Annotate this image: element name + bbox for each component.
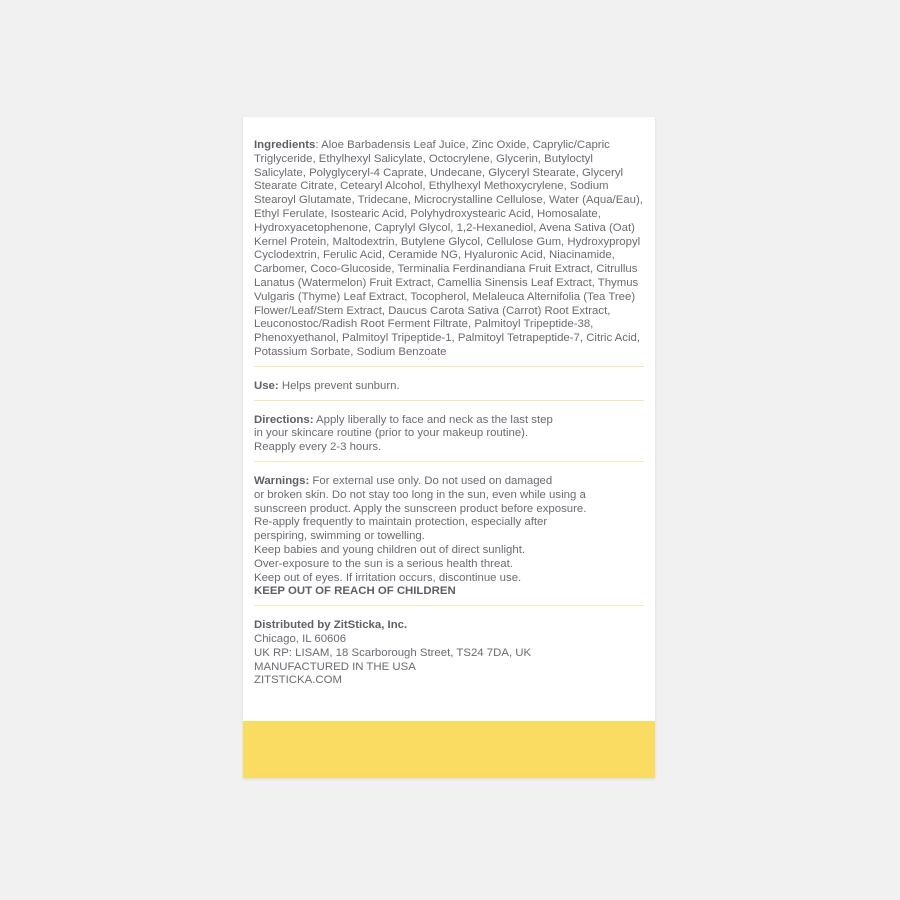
distributor-label: Distributed by ZitSticka, Inc. xyxy=(254,619,408,632)
ingredients-section xyxy=(254,139,644,360)
directions-paragraph xyxy=(254,414,644,455)
yellow-band xyxy=(243,721,655,778)
ingredients-text: : Aloe Barbadensis Leaf Juice, Zinc Oxide, Caprylic/Capric Triglyceride, Ethylhexyl Salicylate, Octocrylene, Glycerin, Butyloctyl Salicylate, Polyglyceryl-4 Caprate, Undecane, Glyceryl Stearate, Glyceryl Stearate Citrate, Cetearyl Alcohol, Ethylhexyl Methoxycrylene, Sodium Stearoyl Glutamate, Tridecane, Microcrystalline Cellulose, Water (Aqua/Eau), Ethyl Ferulate, Isostearic Acid, Polyhydroxystearic Acid, Homosalate, Hydroxyacetophenone, Caprylyl Glycol, 1,2-Hexanediol, Avena Sativa (Oat) Kernel Protein, Maltodextrin, Butylene Glycol, Cellulose Gum, Hydroxypropyl Cyclodextrin, Ferulic Acid, Ceramide NG, Hyaluronic Acid, Niacinamide, Carbomer, Coco-Glucoside, Terminalia Ferdinandiana Fruit Extract, Citrullus Lanatus (Watermelon) Fruit Extract, Camellia Sinensis Leaf Extract, Thymus Vulgaris (Thyme) Leaf Extract, Tocopherol, Melaleuca Alternifolia (Tea Tree) Flower/Leaf/Stem Extract, Daucus Carota Sativa (Carrot) Root Extract, Leuconostoc/Radish Root Ferment Filtrate, Palmitoyl Tripeptide-38, Phenoxyethanol, Palmitoyl Tripeptide-1, Palmitoyl Tetrapeptide-7, Citric Acid, Potassium Sorbate, Sodium Benzoate xyxy=(254,139,643,358)
section-divider xyxy=(254,366,644,367)
section-divider xyxy=(254,461,644,462)
distributor-uk-rp: UK RP: LISAM, 18 Scarborough Street, TS24 7DA, UK xyxy=(254,646,532,659)
use-paragraph xyxy=(254,380,644,394)
warnings-text: For external use only. Do not used on damaged or broken skin. Do not stay too long in the sun, even while using a sunscreen product. Apply the sunscreen product before exposure. Re-apply frequently to maintain protection, especially after perspiring, swimming or towelling. Keep babies and young children out of direct sunlight. Over-exposure to the sun is a serious health threat. Keep out of eyes. If irritation occurs, discontinue use. xyxy=(254,474,587,584)
warnings-paragraph xyxy=(254,475,644,585)
distributor-section xyxy=(254,619,644,688)
label-content xyxy=(254,139,644,688)
directions-text: Apply liberally to face and neck as the last step in your skincare routine (prior to your makeup routine). Reapply every 2-3 hours. xyxy=(254,413,553,454)
directions-label: Directions: xyxy=(254,413,314,426)
use-label: Use: xyxy=(254,379,279,392)
ingredients-label: Ingredients xyxy=(254,139,316,151)
section-divider xyxy=(254,400,644,401)
keep-out-of-reach-text: KEEP OUT OF REACH OF CHILDREN xyxy=(254,585,456,598)
manufactured-in-text: MANUFACTURED IN THE USA xyxy=(254,660,416,673)
warnings-section xyxy=(254,475,644,599)
directions-section xyxy=(254,414,644,455)
use-section xyxy=(254,380,644,394)
label-card xyxy=(243,117,655,778)
ingredients-paragraph xyxy=(254,139,644,360)
section-divider xyxy=(254,605,644,606)
use-text: Helps prevent sunburn. xyxy=(278,379,400,392)
warnings-label: Warnings: xyxy=(254,474,310,487)
website-text: ZITSTICKA.COM xyxy=(254,674,342,687)
distributor-city: Chicago, IL 60606 xyxy=(254,632,347,645)
